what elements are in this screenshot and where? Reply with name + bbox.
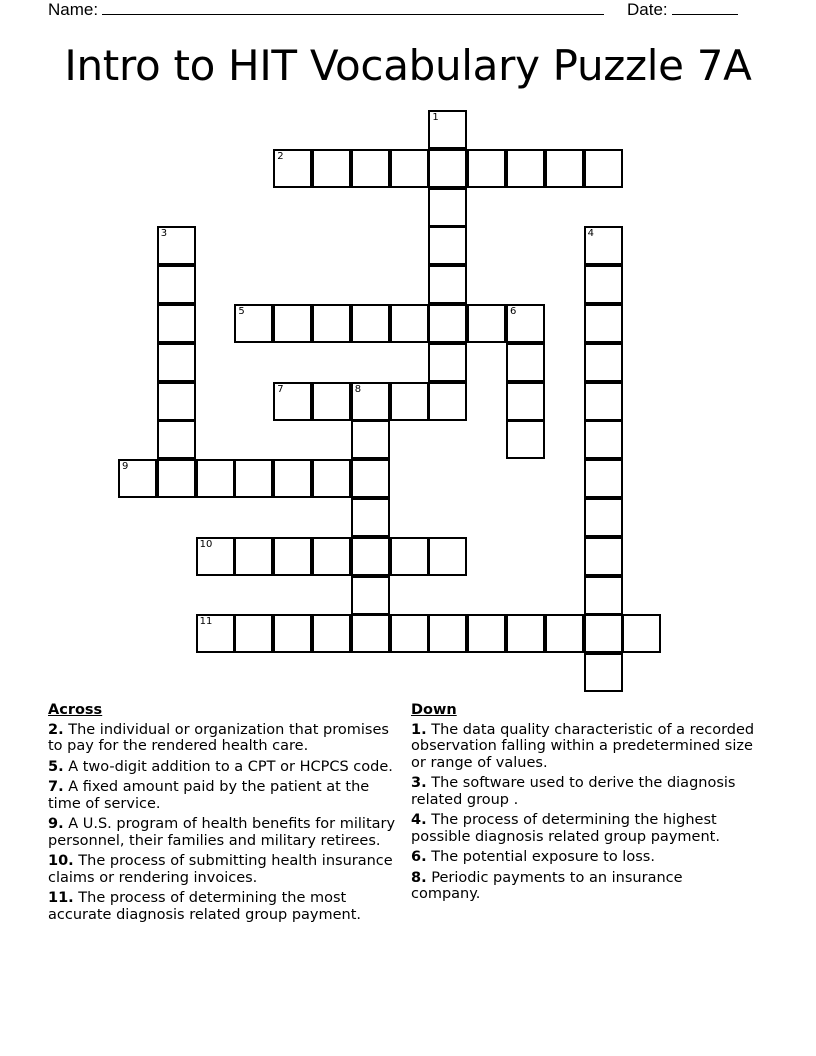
grid-cell[interactable] <box>428 265 467 304</box>
clue-number-label: 7. <box>48 779 64 795</box>
grid-cell[interactable] <box>506 382 545 421</box>
grid-cell[interactable] <box>428 188 467 227</box>
grid-cell[interactable] <box>584 304 623 343</box>
grid-cell[interactable] <box>622 614 661 653</box>
clue-text: A fixed amount paid by the patient at the time of service. <box>48 779 370 812</box>
grid-cell[interactable] <box>273 304 312 343</box>
clue-number: 11 <box>199 616 213 628</box>
grid-cell[interactable] <box>584 614 623 653</box>
down-clue <box>411 870 756 903</box>
grid-cell[interactable] <box>506 343 545 382</box>
grid-cell[interactable] <box>428 226 467 265</box>
grid-cell[interactable] <box>351 382 390 421</box>
grid-cell[interactable] <box>506 420 545 459</box>
across-heading: Across <box>48 702 103 718</box>
clue-number: 10 <box>199 538 213 550</box>
date-blank[interactable] <box>672 0 738 15</box>
grid-cell[interactable] <box>312 382 351 421</box>
grid-cell[interactable] <box>390 614 429 653</box>
grid-cell[interactable] <box>196 537 235 576</box>
grid-cell[interactable] <box>157 343 196 382</box>
grid-cell[interactable] <box>157 420 196 459</box>
grid-cell[interactable] <box>467 304 506 343</box>
grid-cell[interactable] <box>428 149 467 188</box>
grid-cell[interactable] <box>584 498 623 537</box>
across-clue-list <box>48 722 398 924</box>
across-clue <box>48 779 398 812</box>
grid-cell[interactable] <box>390 382 429 421</box>
across-clues <box>48 702 398 927</box>
grid-cell[interactable] <box>584 537 623 576</box>
grid-cell[interactable] <box>351 420 390 459</box>
down-clue <box>411 775 756 808</box>
grid-cell[interactable] <box>467 614 506 653</box>
grid-cell[interactable] <box>157 304 196 343</box>
grid-cell[interactable] <box>467 149 506 188</box>
clue-number: 3 <box>160 228 168 240</box>
grid-cell[interactable] <box>390 537 429 576</box>
clue-number-label: 2. <box>48 721 64 738</box>
clue-number-label: 5. <box>48 758 64 775</box>
grid-cell[interactable] <box>312 304 351 343</box>
grid-cell[interactable] <box>196 614 235 653</box>
clue-text: A two-digit addition to a CPT or HCPCS code. <box>68 758 393 775</box>
grid-cell[interactable] <box>234 304 273 343</box>
clue-text: The process of determining the most accurate diagnosis related group payment. <box>48 890 362 923</box>
across-clue <box>48 759 398 776</box>
name-label: Name: <box>48 0 99 19</box>
grid-cell[interactable] <box>584 226 623 265</box>
grid-cell[interactable] <box>428 382 467 421</box>
grid-cell[interactable] <box>428 614 467 653</box>
clue-number: 1 <box>432 112 439 123</box>
grid-cell[interactable] <box>428 343 467 382</box>
date-label: Date: <box>627 0 668 19</box>
down-clue <box>411 722 756 772</box>
clue-number-label: 10. <box>48 853 74 869</box>
grid-cell[interactable] <box>351 537 390 576</box>
clue-number: 6 <box>510 306 517 317</box>
clue-number-label: 8. <box>411 869 427 886</box>
grid-cell[interactable] <box>584 265 623 304</box>
grid-cell[interactable] <box>584 459 623 498</box>
grid-cell[interactable] <box>273 614 312 653</box>
grid-cell[interactable] <box>351 614 390 653</box>
grid-cell[interactable] <box>157 226 196 265</box>
grid-cell[interactable] <box>545 149 584 188</box>
clue-number-label: 6. <box>411 849 427 865</box>
clue-text: The potential exposure to loss. <box>431 849 655 865</box>
grid-cell[interactable] <box>351 498 390 537</box>
down-heading: Down <box>411 702 457 718</box>
grid-cell[interactable] <box>312 537 351 576</box>
grid-cell[interactable] <box>312 459 351 498</box>
grid-cell[interactable] <box>584 343 623 382</box>
grid-cell[interactable] <box>584 576 623 615</box>
grid-cell[interactable] <box>351 304 390 343</box>
grid-cell[interactable] <box>545 614 584 653</box>
clue-number: 7 <box>277 383 284 395</box>
down-clues <box>411 702 756 907</box>
grid-cell[interactable] <box>234 537 273 576</box>
grid-cell[interactable] <box>584 653 623 692</box>
grid-cell[interactable] <box>118 459 157 498</box>
page-title: Intro to HIT Vocabulary Puzzle 7A <box>64 41 752 90</box>
grid-cell[interactable] <box>234 614 273 653</box>
clue-number-label: 4. <box>411 812 427 828</box>
clue-text: Periodic payments to an insurance company. <box>411 869 683 902</box>
across-clue <box>48 890 398 923</box>
grid-cell[interactable] <box>273 459 312 498</box>
grid-cell[interactable] <box>584 420 623 459</box>
grid-cell[interactable] <box>390 304 429 343</box>
grid-cell[interactable] <box>428 304 467 343</box>
clue-text: The software used to derive the diagnosis related group . <box>411 775 736 808</box>
across-clue <box>48 816 398 849</box>
grid-cell[interactable] <box>428 110 467 149</box>
clue-text: The data quality characteristic of a recorded observation falling within a predetermined size or range of values. <box>411 721 755 771</box>
grid-cell[interactable] <box>157 265 196 304</box>
grid-cell[interactable] <box>506 149 545 188</box>
grid-cell[interactable] <box>584 382 623 421</box>
clue-number-label: 11. <box>48 890 74 906</box>
grid-cell[interactable] <box>506 304 545 343</box>
grid-cell[interactable] <box>390 149 429 188</box>
name-field[interactable] <box>48 0 604 18</box>
clue-number-label: 3. <box>411 775 427 791</box>
grid-cell[interactable] <box>351 149 390 188</box>
clue-number-label: 9. <box>48 816 64 832</box>
clue-text: The individual or organization that promises to pay for the rendered health care. <box>48 721 389 754</box>
clue-number-label: 1. <box>411 721 427 738</box>
grid-cell[interactable] <box>234 459 273 498</box>
date-field[interactable] <box>627 0 738 18</box>
grid-cell[interactable] <box>584 149 623 188</box>
clue-number: 4 <box>587 228 594 240</box>
clue-text: The process of determining the highest possible diagnosis related group payment. <box>411 812 720 845</box>
across-clue <box>48 853 398 886</box>
grid-cell[interactable] <box>196 459 235 498</box>
grid-cell[interactable] <box>351 459 390 498</box>
clue-text: A U.S. program of health benefits for military personnel, their families and military retirees. <box>48 816 396 849</box>
grid-cell[interactable] <box>428 537 467 576</box>
down-clue <box>411 812 756 845</box>
name-blank[interactable] <box>102 0 604 15</box>
grid-cell[interactable] <box>157 459 196 498</box>
grid-cell[interactable] <box>351 576 390 615</box>
clue-number: 2 <box>277 150 284 162</box>
grid-cell[interactable] <box>506 614 545 653</box>
down-clue-list <box>411 722 756 903</box>
clue-text: The process of submitting health insurance claims or rendering invoices. <box>48 853 393 886</box>
grid-cell[interactable] <box>273 382 312 421</box>
grid-cell[interactable] <box>273 149 312 188</box>
grid-cell[interactable] <box>273 537 312 576</box>
grid-cell[interactable] <box>312 614 351 653</box>
grid-cell[interactable] <box>157 382 196 421</box>
clue-number: 5 <box>238 306 245 317</box>
grid-cell[interactable] <box>312 149 351 188</box>
clue-number: 8 <box>354 383 362 395</box>
down-clue <box>411 849 756 866</box>
clue-number: 9 <box>122 461 129 473</box>
across-clue <box>48 722 398 755</box>
